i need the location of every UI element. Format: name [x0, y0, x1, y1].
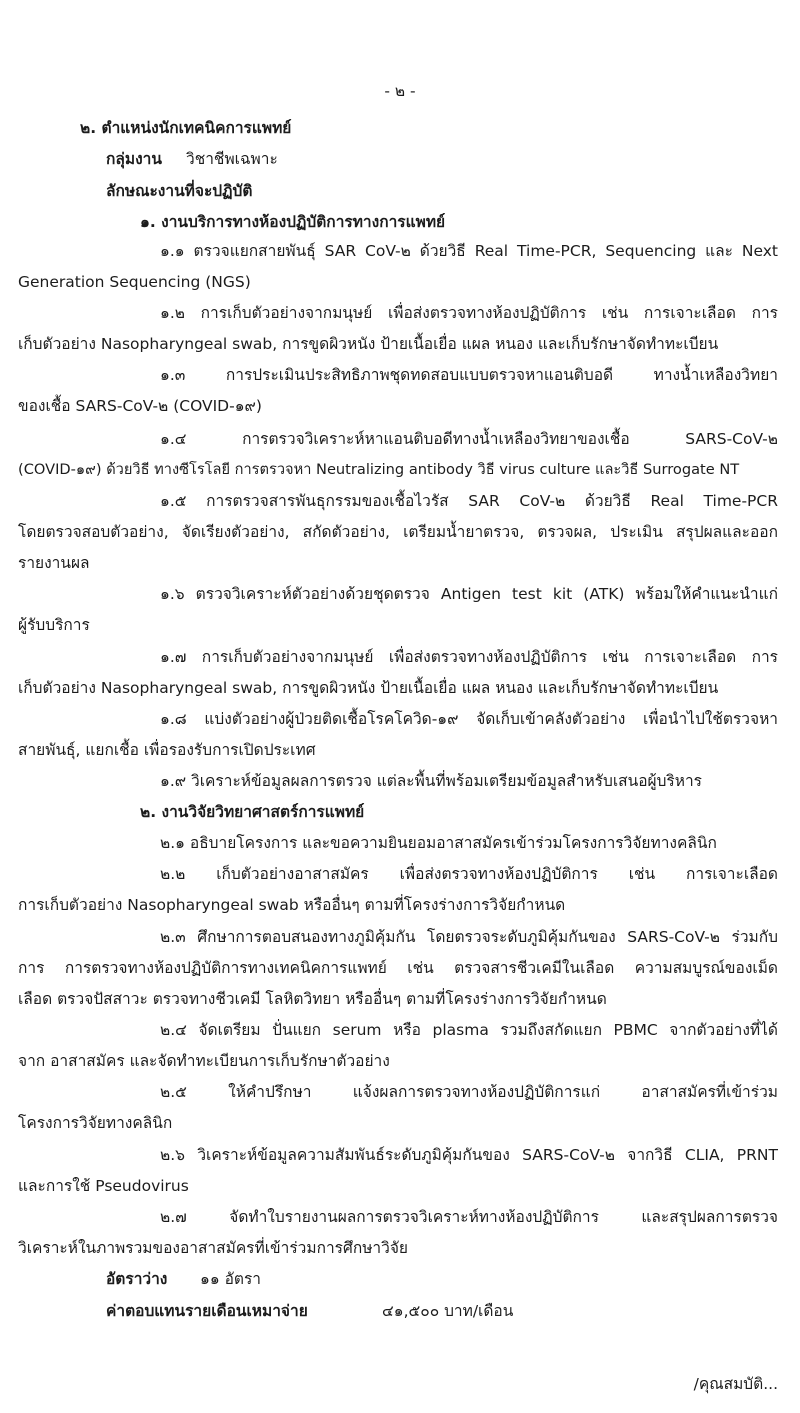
- page-number: - ๒ -: [384, 82, 416, 100]
- item-2-7-line1: ๒.๗ จัดทำใบรายงานผลการตรวจวิเคราะห์ทางห้องปฏิบัติการ และสรุปผลการตรวจ: [160, 1208, 778, 1226]
- item-2-6-line2: และการใช้ Pseudovirus: [18, 1177, 189, 1195]
- item-2-2-line2: การเก็บตัวอย่าง Nasopharyngeal swab หรืออื่นๆ ตามที่โครงร่างการวิจัยกำหนด: [18, 896, 566, 914]
- item-1-3-line1: ๑.๓ การประเมินประสิทธิภาพชุดทดสอบแบบตรวจหาแอนติบอดี ทางน้ำเหลืองวิทยา: [160, 366, 778, 384]
- continuation-note: /คุณสมบัติ...: [693, 1375, 778, 1393]
- item-1-8-line2: สายพันธุ์, แยกเชื้อ เพื่อรองรับการเปิดประเทศ: [18, 741, 316, 759]
- vacancy-value: ๑๑ อัตรา: [200, 1270, 262, 1288]
- item-1-6-line1: ๑.๖ ตรวจวิเคราะห์ตัวอย่างด้วยชุดตรวจ Antigen test kit (ATK) พร้อมให้คำแนะนำแก่: [160, 585, 778, 603]
- item-1-4-line1: ๑.๔ การตรวจวิเคราะห์หาแอนติบอดีทางน้ำเหลืองวิทยาของเชื้อ SARS-CoV-๒: [160, 430, 778, 448]
- item-1-7-line2: เก็บตัวอย่าง Nasopharyngeal swab, การขูดผิวหนัง ป้ายเนื้อเยื่อ แผล หนอง และเก็บรักษาจัดทำทะเบียน: [18, 679, 719, 697]
- item-2-7-line2: วิเคราะห์ในภาพรวมของอาสาสมัครที่เข้าร่วมการศึกษาวิจัย: [18, 1239, 408, 1257]
- item-1-7-line1: ๑.๗ การเก็บตัวอย่างจากมนุษย์ เพื่อส่งตรวจทางห้องปฏิบัติการ เช่น การเจาะเลือด การ: [160, 648, 778, 666]
- item-1-9-line1: ๑.๙ วิเคราะห์ข้อมูลผลการตรวจ แต่ละพื้นที่พร้อมเตรียมข้อมูลสำหรับเสนอผู้บริหาร: [160, 772, 702, 790]
- section2-heading: ๒. งานวิจัยวิทยาศาสตร์การแพทย์: [140, 803, 365, 821]
- item-1-8-line1: ๑.๘ แบ่งตัวอย่างผู้ป่วยติดเชื้อโรคโควิด-๑๙ จัดเก็บเข้าคลังตัวอย่าง เพื่อนำไปใช้ตรวจหา: [160, 710, 778, 728]
- item-2-3-line2: การ การตรวจทางห้องปฏิบัติการทางเทคนิคการแพทย์ เช่น ตรวจสารชีวเคมีในเลือด ความสมบูรณ์ของเม็ด: [18, 959, 778, 977]
- item-2-1-line1: ๒.๑ อธิบายโครงการ และขอความยินยอมอาสาสมัครเข้าร่วมโครงการวิจัยทางคลินิก: [160, 834, 717, 852]
- item-1-3-line2: ของเชื้อ SARS-CoV-๒ (COVID-๑๙): [18, 397, 262, 415]
- item-1-6-line2: ผู้รับบริการ: [18, 616, 90, 634]
- vacancy-label: อัตราว่าง: [106, 1270, 168, 1288]
- salary-label: ค่าตอบแทนรายเดือนเหมาจ่าย: [106, 1302, 308, 1320]
- item-2-3-line1: ๒.๓ ศึกษาการตอบสนองทางภูมิคุ้มกัน โดยตรวจระดับภูมิคุ้มกันของ SARS-CoV-๒ ร่วมกับ: [160, 928, 778, 946]
- position-title: ๒. ตำแหน่งนักเทคนิคการแพทย์: [80, 119, 292, 137]
- item-2-3-line3: เลือด ตรวจปัสสาวะ ตรวจทางชีวเคมี โลหิตวิทยา หรืออื่นๆ ตามที่โครงร่างการวิจัยกำหนด: [18, 990, 607, 1008]
- duties-heading: ลักษณะงานที่จะปฏิบัติ: [106, 182, 253, 200]
- item-1-2-line2: เก็บตัวอย่าง Nasopharyngeal swab, การขูดผิวหนัง ป้ายเนื้อเยื่อ แผล หนอง และเก็บรักษาจัดทำทะเบียน: [18, 335, 719, 353]
- item-1-2-line1: ๑.๒ การเก็บตัวอย่างจากมนุษย์ เพื่อส่งตรวจทางห้องปฏิบัติการ เช่น การเจาะเลือด การ: [160, 304, 778, 322]
- item-1-5-line2: โดยตรวจสอบตัวอย่าง, จัดเรียงตัวอย่าง, สกัดตัวอย่าง, เตรียมน้ำยาตรวจ, ตรวจผล, ประเมิน สรุปผลและออก: [18, 523, 778, 541]
- section1-heading: ๑. งานบริการทางห้องปฏิบัติการทางการแพทย์: [140, 213, 446, 231]
- item-2-4-line2: จาก อาสาสมัคร และจัดทำทะเบียนการเก็บรักษาตัวอย่าง: [18, 1052, 390, 1070]
- item-1-1-line1: ๑.๑ ตรวจแยกสายพันธุ์ SAR CoV-๒ ด้วยวิธี Real Time-PCR, Sequencing และ Next: [160, 242, 778, 260]
- salary-value: ๔๑,๕๐๐ บาท/เดือน: [382, 1302, 514, 1320]
- group-label: กลุ่มงาน: [106, 150, 162, 168]
- item-2-2-line1: ๒.๒ เก็บตัวอย่างอาสาสมัคร เพื่อส่งตรวจทางห้องปฏิบัติการ เช่น การเจาะเลือด: [160, 865, 778, 883]
- item-2-5-line1: ๒.๕ ให้คำปรึกษา แจ้งผลการตรวจทางห้องปฏิบัติการแก่ อาสาสมัครที่เข้าร่วม: [160, 1083, 778, 1101]
- item-2-6-line1: ๒.๖ วิเคราะห์ข้อมูลความสัมพันธ์ระดับภูมิคุ้มกันของ SARS-CoV-๒ จากวิธี CLIA, PRNT: [160, 1146, 778, 1164]
- group-value: วิชาชีพเฉพาะ: [186, 150, 278, 168]
- item-2-5-line2: โครงการวิจัยทางคลินิก: [18, 1114, 173, 1132]
- item-1-4-line2: (COVID-๑๙) ด้วยวิธี ทางซีโรโลยี การตรวจหา Neutralizing antibody วิธี virus culture และวิธี Surrogate NT: [18, 461, 740, 478]
- item-1-1-line2: Generation Sequencing (NGS): [18, 273, 251, 291]
- item-1-5-line3: รายงานผล: [18, 554, 90, 572]
- item-1-5-line1: ๑.๕ การตรวจสารพันธุกรรมของเชื้อไวรัส SAR CoV-๒ ด้วยวิธี Real Time-PCR: [160, 492, 778, 510]
- item-2-4-line1: ๒.๔ จัดเตรียม ปั่นแยก serum หรือ plasma รวมถึงสกัดแยก PBMC จากตัวอย่างที่ได้: [160, 1021, 778, 1039]
